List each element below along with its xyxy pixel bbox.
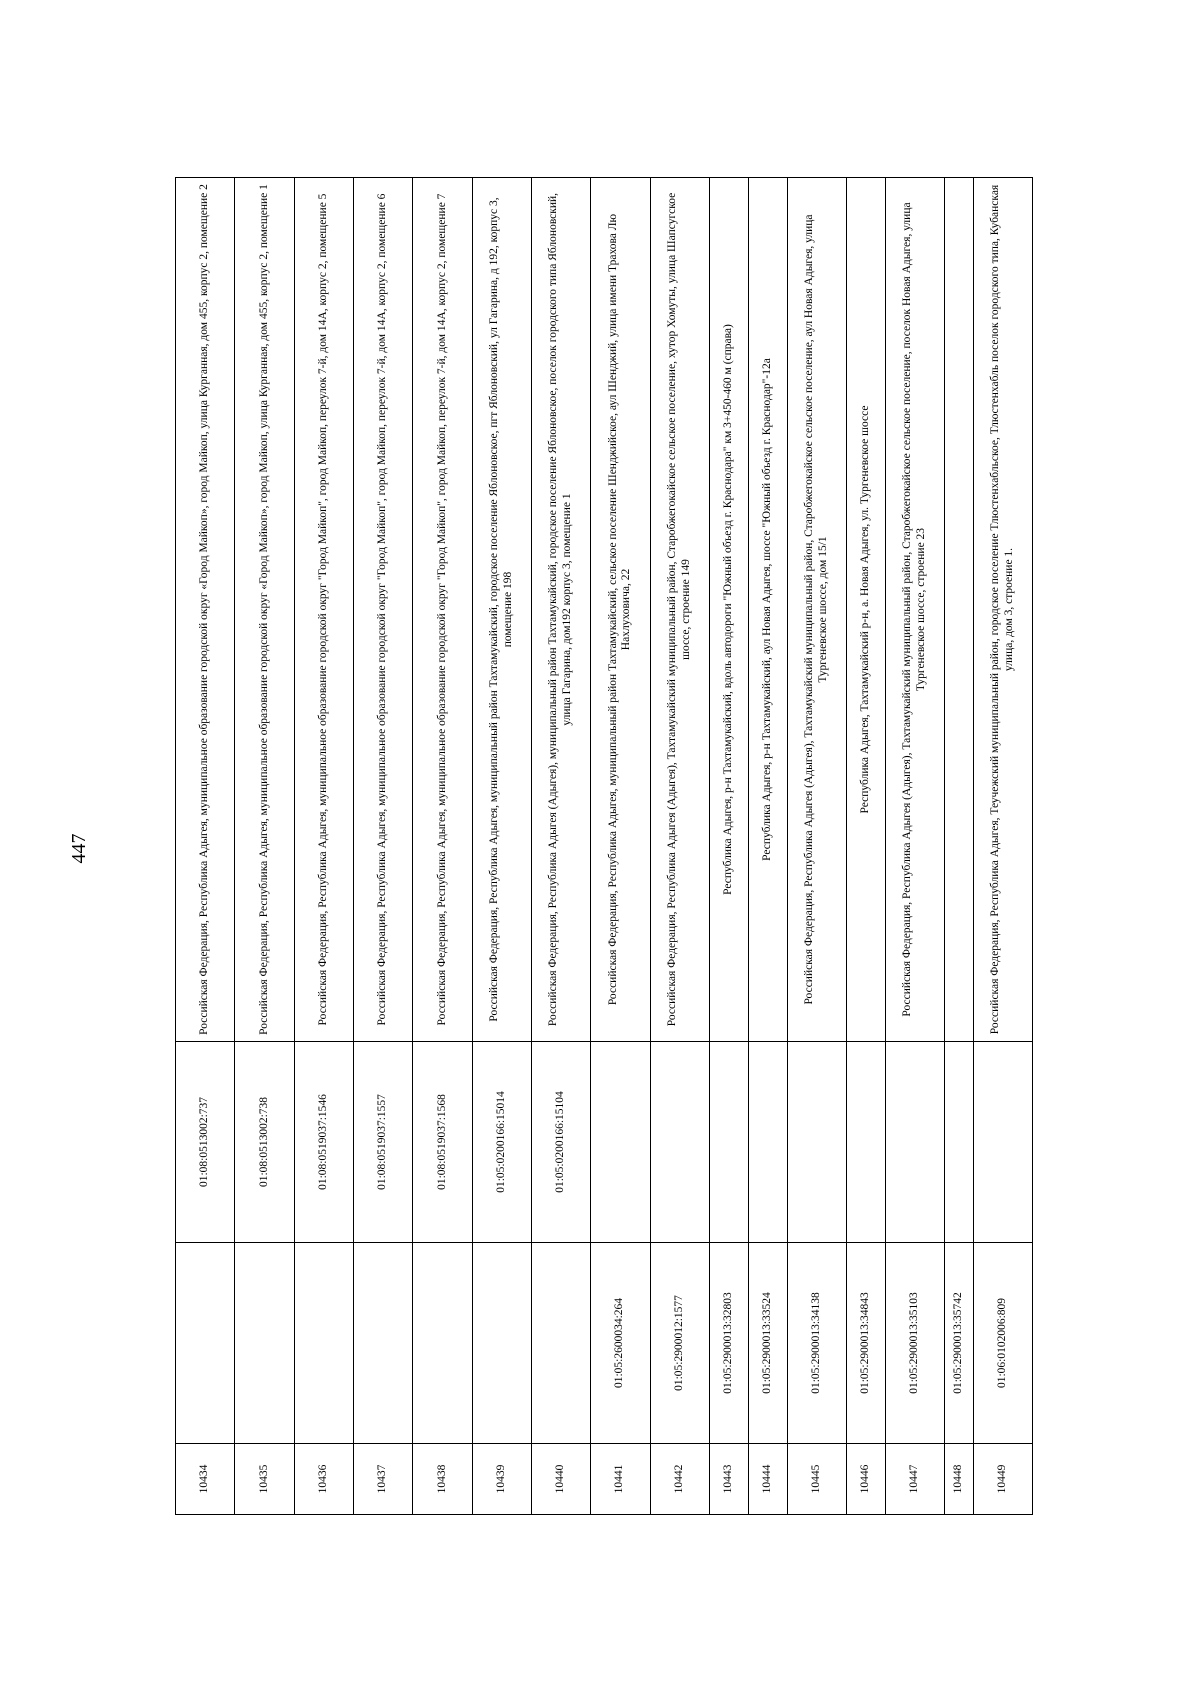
table-row [787,178,846,1515]
row-number-cell: 10434 [176,1444,235,1515]
building-cadastral-number-cell [973,1042,1032,1243]
building-cadastral-number-cell: 01:08:0519037:1568 [413,1042,472,1243]
cadastral-number-cell [294,1243,353,1444]
cadastral-number-cell [176,1243,235,1444]
row-number-cell: 10449 [973,1444,1032,1515]
building-cadastral-number-cell [945,1042,974,1243]
building-cadastral-number-cell [885,1042,944,1243]
table-row [235,178,294,1515]
building-cadastral-number-cell [709,1042,748,1243]
building-cadastral-number-cell: 01:05:0200166:15014 [472,1042,531,1243]
address-cell: Республика Адыгея, р-н Тахтамукайский, аул Новая Адыгея, шоссе "Южный объезд г. Краснодар"-12а [748,178,787,1042]
cadastral-number-cell: 01:05:2900013:34138 [787,1243,846,1444]
building-cadastral-number-cell [591,1042,650,1243]
address-cell: Российская Федерация, Республика Адыгея, муниципальное образование городской округ «Город Майкоп», город Майкоп, улица Курганная, дом 455, корпус 2, помещение 1 [235,178,294,1042]
building-cadastral-number-cell: 01:05:0200166:15104 [531,1042,590,1243]
table-row [353,178,412,1515]
cadastral-number-cell: 01:05:2900013:33524 [748,1243,787,1444]
building-cadastral-number-cell [846,1042,885,1243]
building-cadastral-number-cell [650,1042,709,1243]
building-cadastral-number-cell: 01:08:0513002:737 [176,1042,235,1243]
address-cell: Российская Федерация, Республика Адыгея, муниципальное образование городской округ "Город Майкоп", город Майкоп, переулок 7-й, дом 14А, корпус 2, помещение 5 [294,178,353,1042]
table-row [591,178,650,1515]
cadastral-number-cell: 01:05:2900012:1577 [650,1243,709,1444]
address-cell: Российская Федерация, Республика Адыгея, муниципальное образование городской округ «Город Майкоп», город Майкоп, улица Курганная, дом 455, корпус 2, помещение 2 [176,178,235,1042]
cadastral-number-cell: 01:05:2900013:35742 [945,1243,974,1444]
address-cell: Республика Адыгея, р-н Тахтамукайский, вдоль автодороги "Южный объезд г. Краснодара" км 3+450-460 м (справа) [709,178,748,1042]
address-cell: Российская Федерация, Республика Адыгея (Адыгея), муниципальный район Тахтамукайский, городское поселение Яблоновское, поселок городского типа Яблоновский, улица Гагарина, дом192 корпус 3, помещение 1 [531,178,590,1042]
cadastral-number-cell [472,1243,531,1444]
table-row [176,178,235,1515]
page-number: 447 [68,833,90,864]
row-number-cell: 10439 [472,1444,531,1515]
building-cadastral-number-cell: 01:08:0519037:1557 [353,1042,412,1243]
table-row [472,178,531,1515]
row-number-cell: 10442 [650,1444,709,1515]
table-row [413,178,472,1515]
address-cell: Российская Федерация, Республика Адыгея, муниципальное образование городской округ "Город Майкоп", город Майкоп, переулок 7-й, дом 14А, корпус 2, помещение 7 [413,178,472,1042]
address-cell: Российская Федерация, Республика Адыгея (Адыгея), Тахтамукайский муниципальный район, Старобжегокайское сельское поселение, хутор Хомуты, улица Шапсугское шоссе, строение 149 [650,178,709,1042]
address-cell: Российская Федерация, Республика Адыгея, муниципальное образование городской округ "Город Майкоп", город Майкоп, переулок 7-й, дом 14А, корпус 2, помещение 6 [353,178,412,1042]
address-cell [945,178,974,1042]
cadastral-number-cell [413,1243,472,1444]
table-row [531,178,590,1515]
table-row [650,178,709,1515]
row-number-cell: 10437 [353,1444,412,1515]
row-number-cell: 10436 [294,1444,353,1515]
address-cell: Российская Федерация, Республика Адыгея (Адыгея), Тахтамукайский муниципальный район, Старобжегокайское сельское поселение, аул Новая Адыгея, улица Тургеневское шоссе, дом 15/1 [787,178,846,1042]
table-row [973,178,1032,1515]
address-cell: Российская Федерация, Республика Адыгея, Теучежский муниципальный район, городское поселение Тлюстенхабльское, Тлюстенхабль поселок городского типа, Кубанская улица, дом 3, строение 1. [973,178,1032,1042]
row-number-cell: 10443 [709,1444,748,1515]
row-number-cell: 10447 [885,1444,944,1515]
registry-table-body [176,178,1033,1515]
cadastral-number-cell: 01:05:2900013:35103 [885,1243,944,1444]
table-row [748,178,787,1515]
registry-table [175,177,1033,1515]
cadastral-number-cell: 01:05:2900013:34843 [846,1243,885,1444]
cadastral-number-cell: 01:05:2600034:264 [591,1243,650,1444]
table-row [294,178,353,1515]
building-cadastral-number-cell [787,1042,846,1243]
address-cell: Республика Адыгея, Тахтамукайский р-н, а. Новая Адыгея, ул. Тургеневское шоссе [846,178,885,1042]
building-cadastral-number-cell: 01:08:0519037:1546 [294,1042,353,1243]
address-cell: Российская Федерация, Республика Адыгея, муниципальный район Тахтамукайский, сельское поселение Шенджийское, аул Шенджий, улица имени Трахова Лю Нахлуховича, 22 [591,178,650,1042]
row-number-cell: 10446 [846,1444,885,1515]
cadastral-number-cell: 01:06:0102006:809 [973,1243,1032,1444]
cadastral-number-cell [353,1243,412,1444]
table-row [945,178,974,1515]
building-cadastral-number-cell: 01:08:0513002:738 [235,1042,294,1243]
row-number-cell: 10445 [787,1444,846,1515]
address-cell: Российская Федерация, Республика Адыгея (Адыгея), Тахтамукайский муниципальный район, Старобжегокайское сельское поселение, поселок Новая Адыгея, улица Тургеневское шоссе, строение 23 [885,178,944,1042]
building-cadastral-number-cell [748,1042,787,1243]
address-cell: Российская Федерация, Республика Адыгея, муниципальный район Тахтамукайский, городское поселение Яблоновское, пгт Яблоновский, ул Гагарина, д 192, корпус 3, помещение 198 [472,178,531,1042]
row-number-cell: 10438 [413,1444,472,1515]
row-number-cell: 10441 [591,1444,650,1515]
cadastral-number-cell: 01:05:2900013:32803 [709,1243,748,1444]
table-row [885,178,944,1515]
row-number-cell: 10444 [748,1444,787,1515]
row-number-cell: 10440 [531,1444,590,1515]
cadastral-number-cell [235,1243,294,1444]
table-row [846,178,885,1515]
cadastral-number-cell [531,1243,590,1444]
row-number-cell: 10435 [235,1444,294,1515]
row-number-cell: 10448 [945,1444,974,1515]
table-row [709,178,748,1515]
